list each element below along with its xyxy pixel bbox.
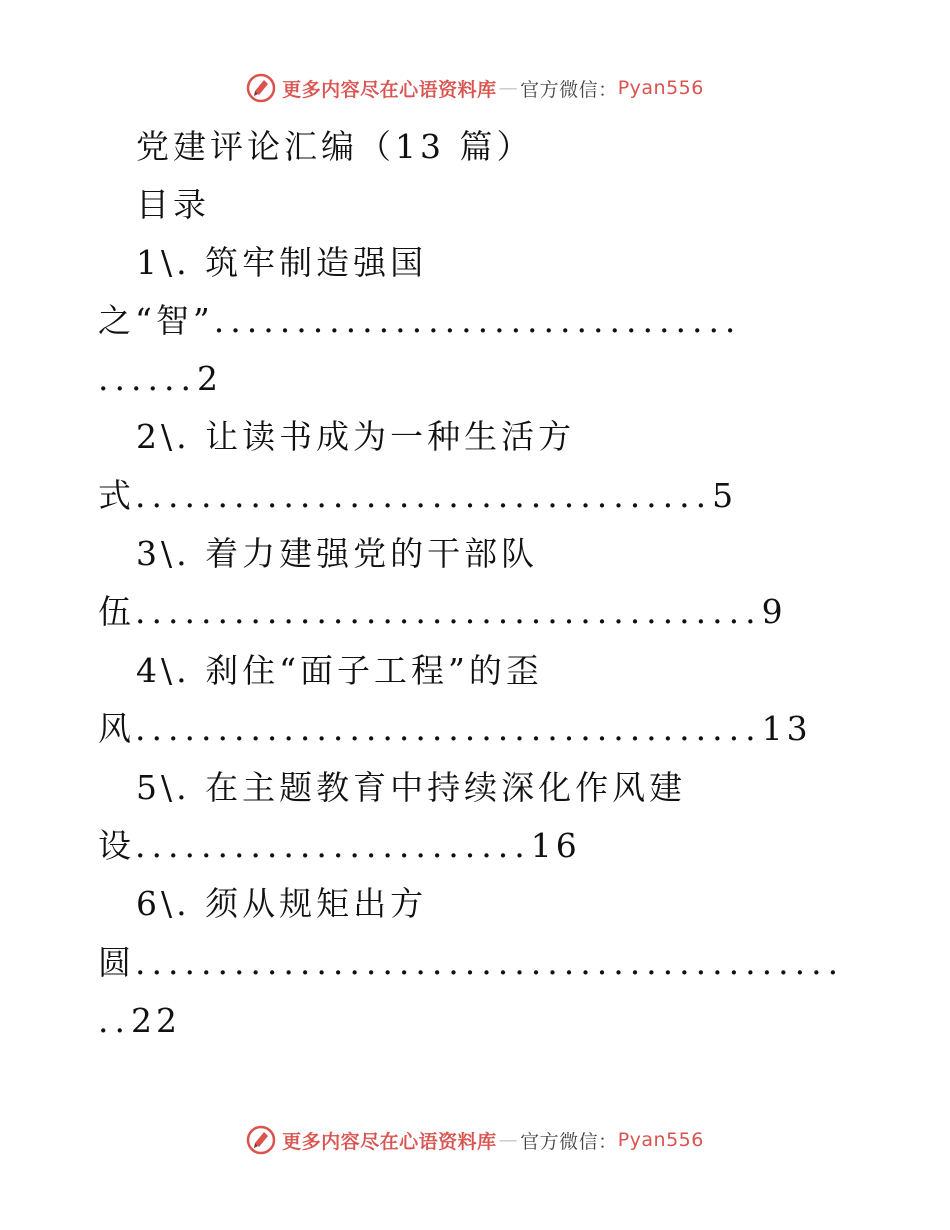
toc-entry-title: 着力建强党的干部队 bbox=[205, 534, 539, 573]
toc-entry-2-line1[interactable] bbox=[136, 417, 575, 457]
toc-entry-number: 2\. bbox=[136, 417, 191, 456]
toc-entry-3-line2[interactable] bbox=[98, 592, 787, 632]
toc-entry-number: 6\. bbox=[136, 884, 191, 923]
toc-entry-number: 1\. bbox=[136, 243, 191, 282]
footer-watermark bbox=[0, 1120, 950, 1160]
toc-entry-title-cont: 设 bbox=[98, 826, 135, 865]
toc-entry-title-cont: 伍 bbox=[98, 592, 135, 631]
toc-entry-title-cont: 之“智” bbox=[98, 301, 214, 340]
toc-entry-6-line1[interactable] bbox=[136, 884, 427, 924]
logo-icon bbox=[246, 73, 276, 103]
toc-page-number: 22 bbox=[130, 1001, 181, 1040]
toc-entry-title: 须从规矩出方 bbox=[205, 884, 428, 923]
toc-leader: .. bbox=[98, 1001, 131, 1040]
toc-entry-title: 在主题教育中持续深化作风建 bbox=[205, 768, 687, 807]
watermark-separator: — bbox=[498, 77, 519, 99]
toc-entry-number: 4\. bbox=[136, 651, 191, 690]
logo-icon bbox=[246, 1125, 276, 1155]
toc-leader: ........................................... bbox=[135, 943, 845, 982]
toc-entry-1-line1[interactable] bbox=[136, 243, 427, 283]
watermark-separator: — bbox=[498, 1129, 519, 1151]
toc-entry-title-cont: 圆 bbox=[98, 943, 135, 982]
toc-entry-5-line1[interactable] bbox=[136, 768, 686, 808]
header-watermark bbox=[0, 68, 950, 108]
toc-entry-4-line1[interactable] bbox=[136, 651, 543, 691]
toc-leader: ................................ bbox=[213, 301, 742, 340]
toc-entry-3-line1[interactable] bbox=[136, 534, 538, 574]
toc-leader: ...................................... bbox=[135, 592, 762, 631]
toc-entry-title: 筑牢制造强国 bbox=[205, 243, 428, 282]
toc-entry-number: 5\. bbox=[136, 768, 191, 807]
toc-entry-4-line2[interactable] bbox=[98, 709, 812, 749]
toc-page-number: 13 bbox=[761, 709, 812, 748]
toc-entry-5-line2[interactable] bbox=[98, 826, 581, 866]
toc-leader: ................................... bbox=[135, 476, 713, 515]
toc-page-number: 2 bbox=[196, 359, 222, 398]
watermark-wechat-id: Pyan556 bbox=[617, 77, 704, 99]
toc-entry-title-cont: 风 bbox=[98, 709, 135, 748]
toc-entry-6-line2[interactable] bbox=[98, 943, 844, 983]
toc-entry-title-cont: 式 bbox=[98, 476, 135, 515]
toc-leader: ........................ bbox=[135, 826, 531, 865]
watermark-wechat-id: Pyan556 bbox=[617, 1129, 704, 1151]
watermark-text: 更多内容尽在心语资料库 bbox=[282, 78, 497, 101]
toc-entry-1-line3[interactable] bbox=[98, 359, 222, 399]
toc-entry-1-line2[interactable] bbox=[98, 301, 741, 341]
toc-leader: ...... bbox=[98, 359, 197, 398]
toc-entry-title: 刹住“面子工程”的歪 bbox=[205, 651, 543, 690]
toc-entry-6-line3[interactable] bbox=[98, 1001, 181, 1041]
toc-page-number: 5 bbox=[712, 476, 738, 515]
toc-entry-2-line2[interactable] bbox=[98, 476, 737, 516]
toc-entry-title: 让读书成为一种生活方 bbox=[205, 417, 576, 456]
toc-heading: 目录 bbox=[136, 185, 210, 224]
watermark-wechat-label: 官方微信： bbox=[520, 78, 618, 101]
toc-entry-number: 3\. bbox=[136, 534, 191, 573]
toc-leader: ...................................... bbox=[135, 709, 762, 748]
watermark-wechat-label: 官方微信： bbox=[520, 1130, 618, 1153]
toc-page-number: 9 bbox=[761, 592, 787, 631]
toc-page-number: 16 bbox=[530, 826, 581, 865]
watermark-text: 更多内容尽在心语资料库 bbox=[282, 1130, 497, 1153]
document-title: 党建评论汇编（13 篇） bbox=[136, 127, 534, 166]
